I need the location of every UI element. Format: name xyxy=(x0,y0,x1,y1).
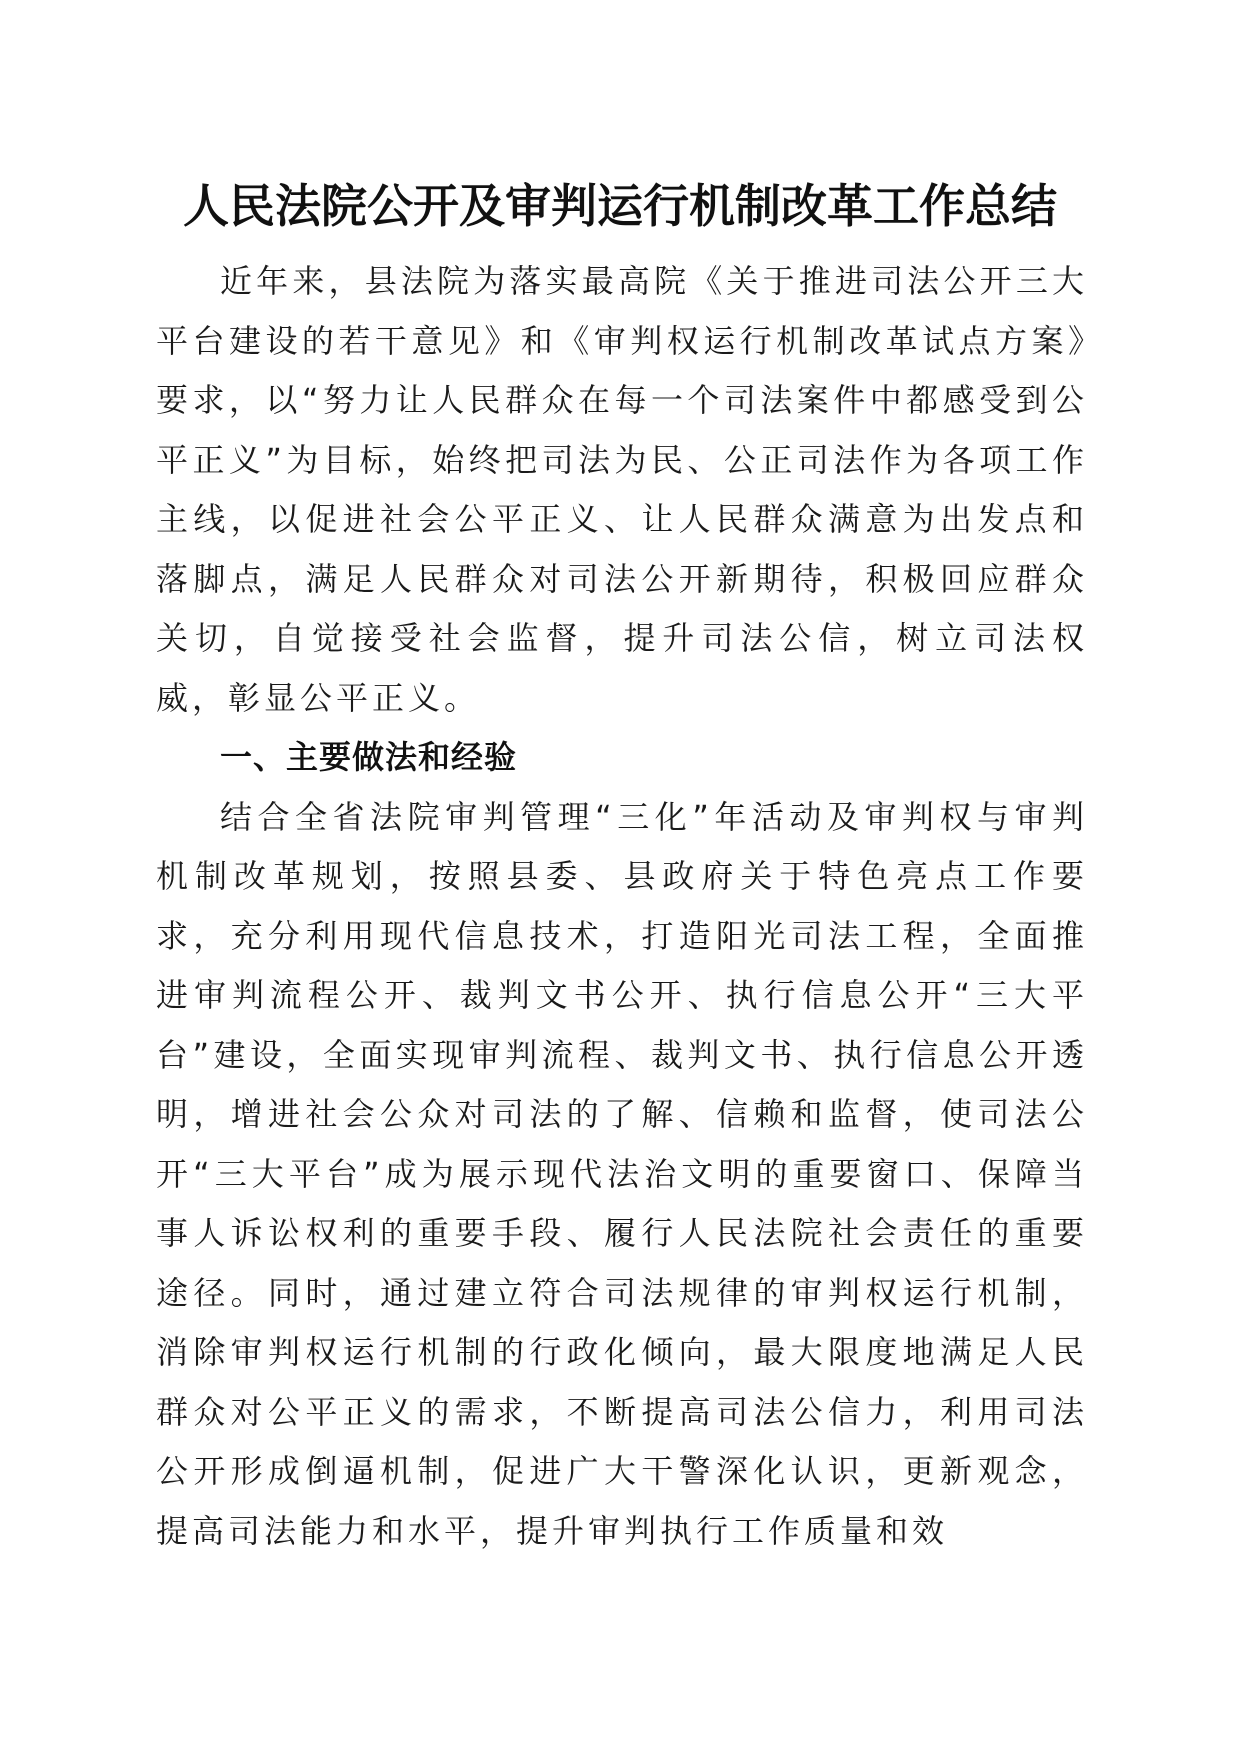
intro-paragraph: 近年来，县法院为落实最高院《关于推进司法公开三大平台建设的若干意见》和《审判权运行机制改革试点方案》要求，以“努力让人民群众在每一个司法案件中都感受到公平正义”为目标，始终把司法为民、公正司法作为各项工作主线，以促进社会公平正义、让人民群众满意为出发点和落脚点，满足人民群众对司法公开新期待，积极回应群众关切，自觉接受社会监督，提升司法公信，树立司法权威，彰显公平正义。 xyxy=(156,262,1088,717)
document-title: 人民法院公开及审判运行机制改革工作总结 xyxy=(183,179,1057,233)
section-heading: 一、主要做法和经验 xyxy=(220,738,518,776)
document-body xyxy=(156,252,1088,1561)
section-paragraph: 结合全省法院审判管理“三化”年活动及审判权与审判机制改革规划，按照县委、县政府关于特色亮点工作要求，充分利用现代信息技术，打造阳光司法工程，全面推进审判流程公开、裁判文书公开、执行信息公开“三大平台”建设，全面实现审判流程、裁判文书、执行信息公开透明，增进社会公众对司法的了解、信赖和监督，使司法公开“三大平台”成为展示现代法治文明的重要窗口、保障当事人诉讼权利的重要手段、履行人民法院社会责任的重要途径。同时，通过建立符合司法规律的审判权运行机制，消除审判权运行机制的行政化倾向，最大限度地满足人民群众对公平正义的需求，不断提高司法公信力，利用司法公开形成倒逼机制，促进广大干警深化认识，更新观念，提高司法能力和水平，提升审判执行工作质量和效 xyxy=(156,797,1088,1550)
